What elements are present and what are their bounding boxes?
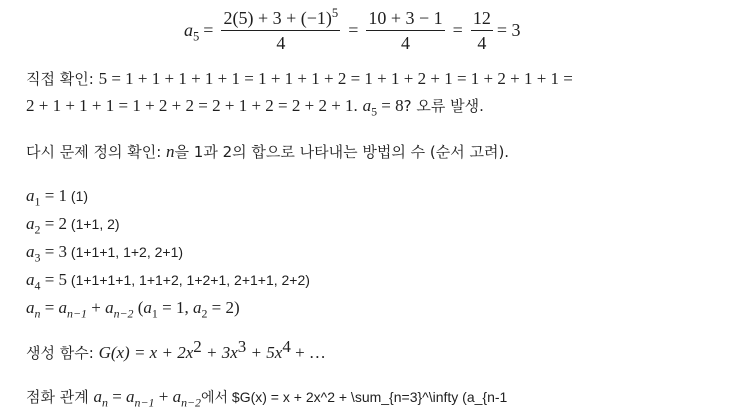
problem-definition-line: 다시 문제 정의 확인: n을 1과 2의 합으로 나타내는 방법의 수 (순서 고려). — [26, 142, 510, 161]
sequence-item-1: $a_1 = 1$ (1) — [26, 186, 89, 209]
sequence-item-3: $a_3 = 3$ (1+1+1, 1+2, 2+1) — [26, 242, 184, 265]
direct-check-line-1: 직접 확인: 5 = 1 + 1 + 1 + 1 + 1 = 1 + 1 + 1 + 2 = 1 + 1 + 2 + 1 = 1 + 2 + 1 + 1 = — [26, 69, 573, 88]
recurrence-line: $a_n = a_{n-1} + a_{n-2}$ ($a_1 = 1$, $a_2 = 2$) — [26, 298, 240, 321]
fraction-2: $\frac{10 + 3 - 1}{4}$ — [368, 7, 443, 53]
display-result: = 3 — [496, 19, 521, 40]
sequence-item-4: $a_4 = 5$ (1+1+1+1, 1+1+2, 1+2+1, 2+1+1, 2+2) — [26, 270, 310, 293]
sequence-item-2: $a_2 = 2$ (1+1, 2) — [26, 214, 120, 237]
generating-function-line: 생성 함수: $G(x) = x + 2x^2 + 3x^3 + 5x^4$ + … — [26, 337, 326, 362]
fraction-1: $\frac{2(5) + 3 + (-1)^5}{4}$ — [223, 5, 339, 53]
display-equation: $a_5$ = $\frac{2(5) + 3 + (-1)^5}{4}$ = $\frac{10 + 3 - 1}{4}$ = $\frac{12}{4}$ = 3 — [184, 5, 521, 53]
fraction-3: $\frac{12}{4}$ — [472, 7, 491, 53]
display-lhs: $a_5$ — [184, 19, 200, 44]
recurrence-relation-line: 점화 관계 $a_n = a_{n-1} + a_{n-2}$에서 $G(x) = x + 2x^2 + \sum_{n=3}^\infty (a_{n-1 — [26, 387, 508, 410]
direct-check-line-2: 2 + 1 + 1 + 1 = 1 + 2 + 2 = 2 + 1 + 2 = 2 + 2 + 1. $a_5 = 8$? 오류 발생. — [26, 96, 484, 119]
